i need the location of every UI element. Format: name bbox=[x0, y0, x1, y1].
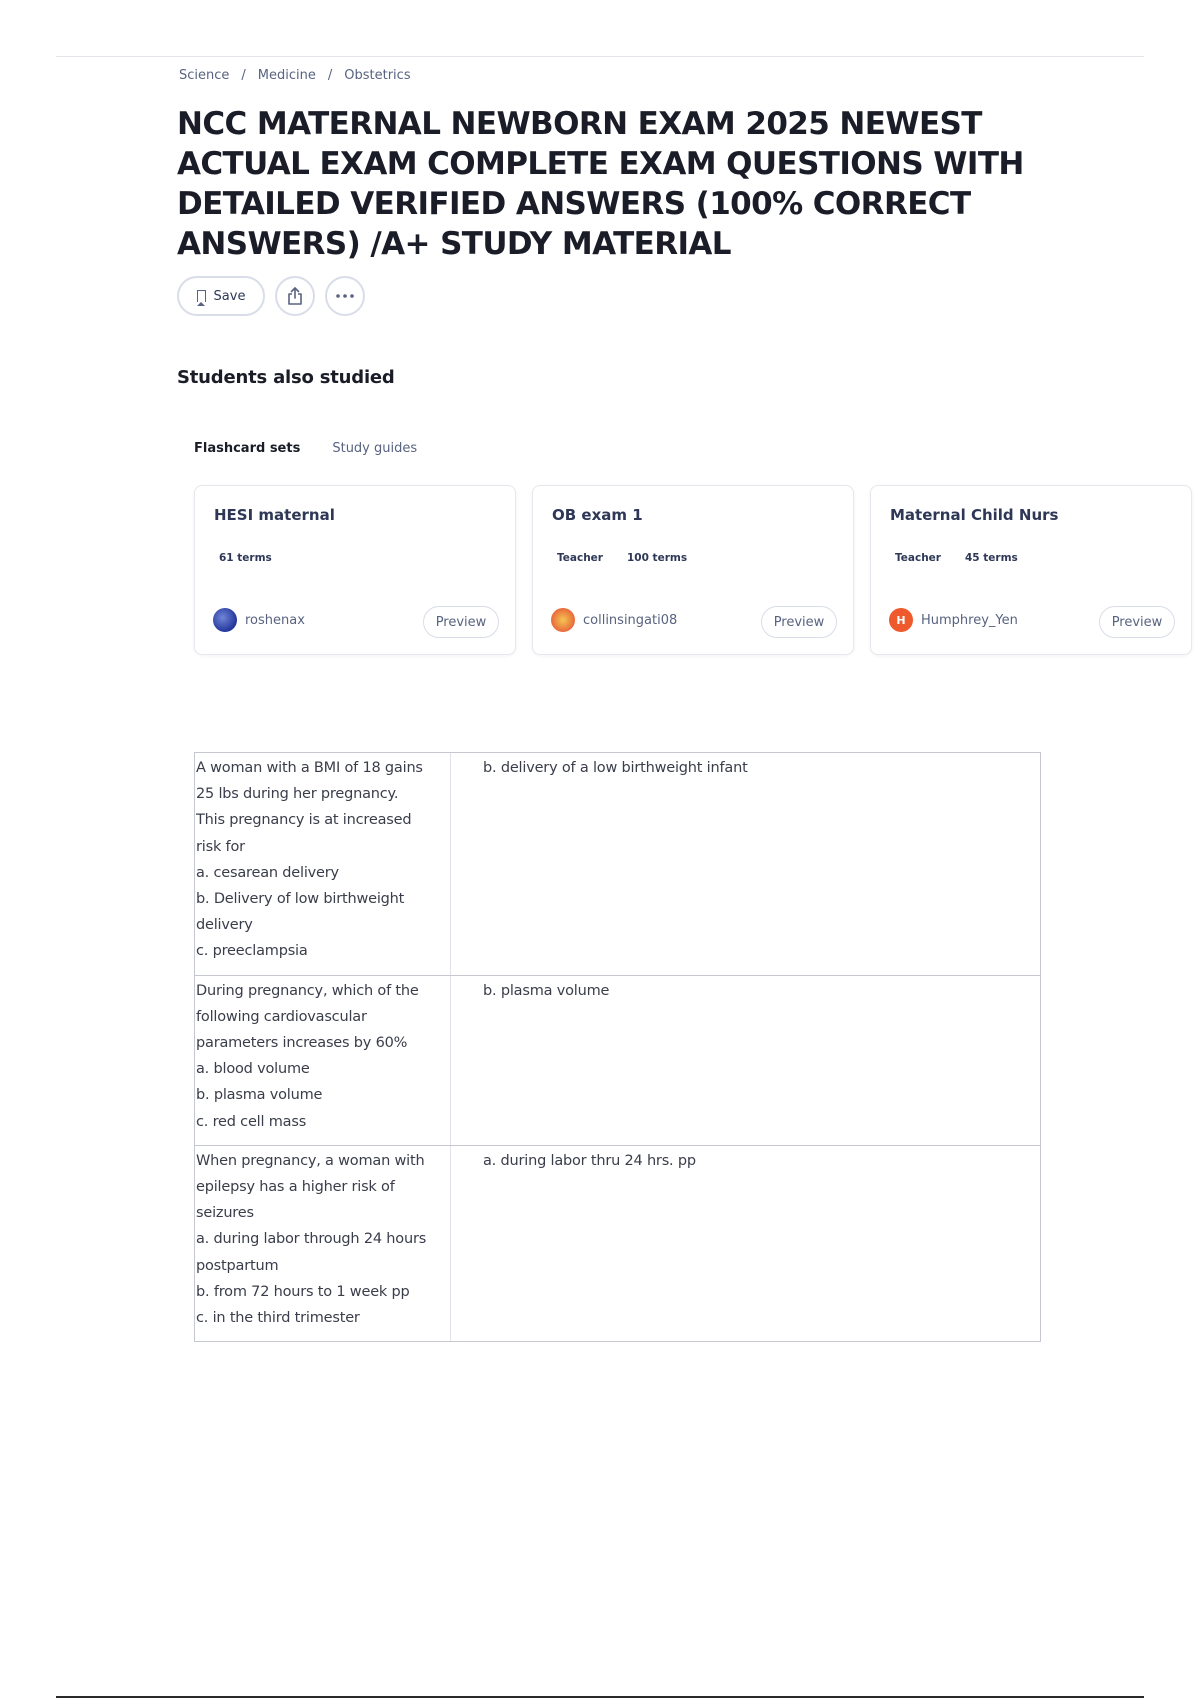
study-set-title: Maternal Child Nurs bbox=[890, 506, 1059, 524]
study-set-card[interactable] bbox=[870, 485, 1192, 655]
teacher-badge: Teacher bbox=[895, 552, 941, 564]
term-line: risk for bbox=[196, 838, 245, 855]
page-title: NCC MATERNAL NEWBORN EXAM 2025 NEWEST ACTUAL EXAM COMPLETE EXAM QUESTIONS WITH DETAILED VERIFIED ANSWERS (100% CORRECT ANSWERS) /A+ STUDY MATERIAL bbox=[177, 106, 1024, 262]
study-set-title: HESI maternal bbox=[214, 506, 335, 524]
term-line: seizures bbox=[196, 1205, 254, 1222]
term-cell bbox=[195, 976, 451, 1145]
term-count: 100 terms bbox=[626, 552, 688, 564]
students-also-studied-heading: Students also studied bbox=[177, 367, 395, 388]
study-set-author bbox=[889, 608, 1018, 632]
term-count: 61 terms bbox=[219, 552, 272, 564]
study-set-card[interactable] bbox=[532, 485, 854, 655]
avatar bbox=[551, 608, 575, 632]
term-line: parameters increases by 60% bbox=[196, 1035, 408, 1052]
bottom-divider bbox=[56, 1696, 1144, 1698]
username[interactable]: collinsingati08 bbox=[583, 612, 678, 628]
table-row bbox=[195, 976, 1040, 1146]
term-line: 25 lbs during her pregnancy. bbox=[196, 786, 399, 803]
definition-cell: b. plasma volume bbox=[483, 982, 610, 999]
term-line: a. blood volume bbox=[196, 1061, 310, 1078]
term-line: b. plasma volume bbox=[196, 1087, 323, 1104]
definition-cell: b. delivery of a low birthweight infant bbox=[483, 760, 748, 776]
term-line: This pregnancy is at increased bbox=[196, 812, 412, 829]
study-set-meta bbox=[219, 552, 272, 564]
definition-cell: a. during labor thru 24 hrs. pp bbox=[483, 1152, 696, 1169]
preview-button[interactable]: Preview bbox=[1099, 606, 1175, 638]
term-line: epilepsy has a higher risk of bbox=[196, 1179, 395, 1196]
action-bar bbox=[177, 276, 365, 316]
study-set-meta bbox=[557, 552, 687, 564]
avatar: H bbox=[889, 608, 913, 632]
study-set-carousel bbox=[194, 485, 1163, 657]
save-button[interactable] bbox=[177, 276, 265, 316]
breadcrumb bbox=[179, 68, 411, 83]
study-set-author bbox=[213, 608, 305, 632]
term-line: c. preeclampsia bbox=[196, 943, 308, 960]
study-set-meta bbox=[895, 552, 1018, 564]
teacher-badge: Teacher bbox=[557, 552, 603, 564]
breadcrumb-separator: / bbox=[327, 68, 333, 83]
study-set-card[interactable] bbox=[194, 485, 516, 655]
term-line: c. in the third trimester bbox=[196, 1310, 360, 1327]
save-button-label: Save bbox=[213, 288, 246, 304]
more-button[interactable] bbox=[325, 276, 365, 316]
term-line: b. from 72 hours to 1 week pp bbox=[196, 1283, 410, 1300]
term-line: delivery bbox=[196, 917, 253, 934]
share-icon bbox=[286, 286, 304, 306]
term-count: 45 terms bbox=[964, 552, 1018, 564]
breadcrumb-science[interactable]: Science bbox=[179, 68, 230, 83]
avatar bbox=[213, 608, 237, 632]
qa-table bbox=[194, 752, 1041, 1342]
study-tabs bbox=[194, 441, 417, 456]
breadcrumb-obstetrics[interactable]: Obstetrics bbox=[344, 68, 411, 83]
username[interactable]: Humphrey_Yen bbox=[921, 612, 1018, 628]
term-line: c. red cell mass bbox=[196, 1113, 307, 1130]
table-row bbox=[195, 753, 1040, 976]
breadcrumb-separator: / bbox=[241, 68, 246, 83]
tab-flashcard-sets[interactable]: Flashcard sets bbox=[194, 441, 301, 456]
study-set-title: OB exam 1 bbox=[552, 506, 643, 524]
term-cell bbox=[195, 753, 451, 975]
preview-button[interactable]: Preview bbox=[423, 606, 499, 638]
term-line: During pregnancy, which of the bbox=[196, 982, 419, 999]
bookmark-icon bbox=[197, 290, 206, 302]
username[interactable]: roshenax bbox=[245, 612, 305, 628]
term-line: A woman with a BMI of 18 gains bbox=[196, 760, 423, 776]
more-icon bbox=[335, 293, 355, 299]
tab-study-guides[interactable]: Study guides bbox=[332, 441, 418, 456]
share-button[interactable] bbox=[275, 276, 315, 316]
table-row bbox=[195, 1146, 1040, 1341]
term-line: a. during labor through 24 hours bbox=[196, 1231, 427, 1248]
term-line: a. cesarean delivery bbox=[196, 864, 339, 881]
study-set-author bbox=[551, 608, 677, 632]
preview-button[interactable]: Preview bbox=[761, 606, 837, 638]
term-line: following cardiovascular bbox=[196, 1008, 367, 1025]
term-line: b. Delivery of low birthweight bbox=[196, 891, 405, 908]
term-line: postpartum bbox=[196, 1257, 279, 1274]
term-cell bbox=[195, 1146, 451, 1341]
breadcrumb-medicine[interactable]: Medicine bbox=[257, 68, 316, 83]
term-line: When pregnancy, a woman with bbox=[196, 1152, 425, 1169]
top-divider bbox=[56, 56, 1144, 57]
